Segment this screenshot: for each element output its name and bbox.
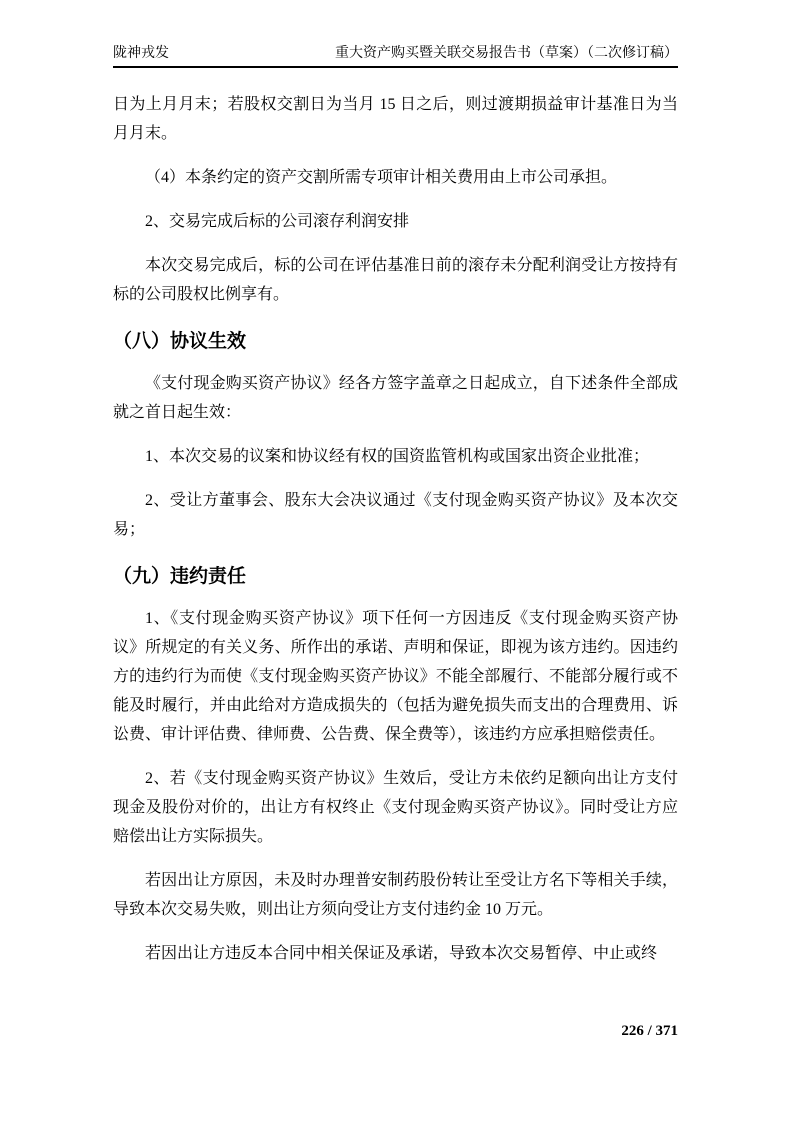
header-document-title: 重大资产购买暨关联交易报告书（草案）（二次修订稿） bbox=[335, 46, 678, 61]
paragraph: 《支付现金购买资产协议》经各方签字盖章之日起成立，自下述条件全部成就之首日起生效： bbox=[113, 375, 678, 421]
page-header bbox=[113, 45, 678, 68]
section-heading-agreement-effectiveness: （八）协议生效 bbox=[113, 331, 247, 352]
page-number: 226 / 371 bbox=[621, 1023, 678, 1039]
paragraph: 2、交易完成后标的公司滚存利润安排 bbox=[145, 213, 410, 230]
page-footer bbox=[113, 1022, 678, 1040]
paragraph: 2、受让方董事会、股东大会决议通过《支付现金购买资产协议》及本次交易； bbox=[113, 492, 678, 538]
paragraph: 本次交易完成后，标的公司在评估基准日前的滚存未分配利润受让方按持有标的公司股权比例享有。 bbox=[113, 257, 678, 303]
paragraph: 2、若《支付现金购买资产协议》生效后，受让方未依约足额向出让方支付现金及股份对价的，出让方有权终止《支付现金购买资产协议》。同时受让方应赔偿出让方实际损失。 bbox=[113, 770, 678, 845]
paragraph: 日为上月月末；若股权交割日为当月 15 日之后，则过渡期损益审计基准日为当月月末。 bbox=[113, 96, 678, 142]
section-heading-breach-liability: （九）违约责任 bbox=[113, 566, 247, 587]
paragraph: 若因出让方违反本合同中相关保证及承诺，导致本次交易暂停、中止或终 bbox=[145, 945, 658, 962]
paragraph: 若因出让方原因，未及时办理普安制药股份转让至受让方名下等相关手续，导致本次交易失败，则出让方须向受让方支付违约金 10 万元。 bbox=[113, 872, 678, 918]
paragraph: （4）本条约定的资产交割所需专项审计相关费用由上市公司承担。 bbox=[145, 169, 618, 186]
paragraph: 1、本次交易的议案和协议经有权的国资监管机构或国家出资企业批准； bbox=[145, 448, 650, 465]
header-company-name: 陇神戎发 bbox=[113, 46, 169, 61]
document-body bbox=[113, 90, 678, 983]
paragraph: 1、《支付现金购买资产协议》项下任何一方因违反《支付现金购买资产协议》所规定的有关义务、所作出的承诺、声明和保证，即视为该方违约。因违约方的违约行为而使《支付现金购买资产协议》不能全部履行、不能部分履行或不能及时履行，并由此给对方造成损失的（包括为避免损失而支出的合理费用、诉讼费、审计评估费、律师费、公告费、保全费等），该违约方应承担赔偿责任。 bbox=[113, 610, 678, 743]
